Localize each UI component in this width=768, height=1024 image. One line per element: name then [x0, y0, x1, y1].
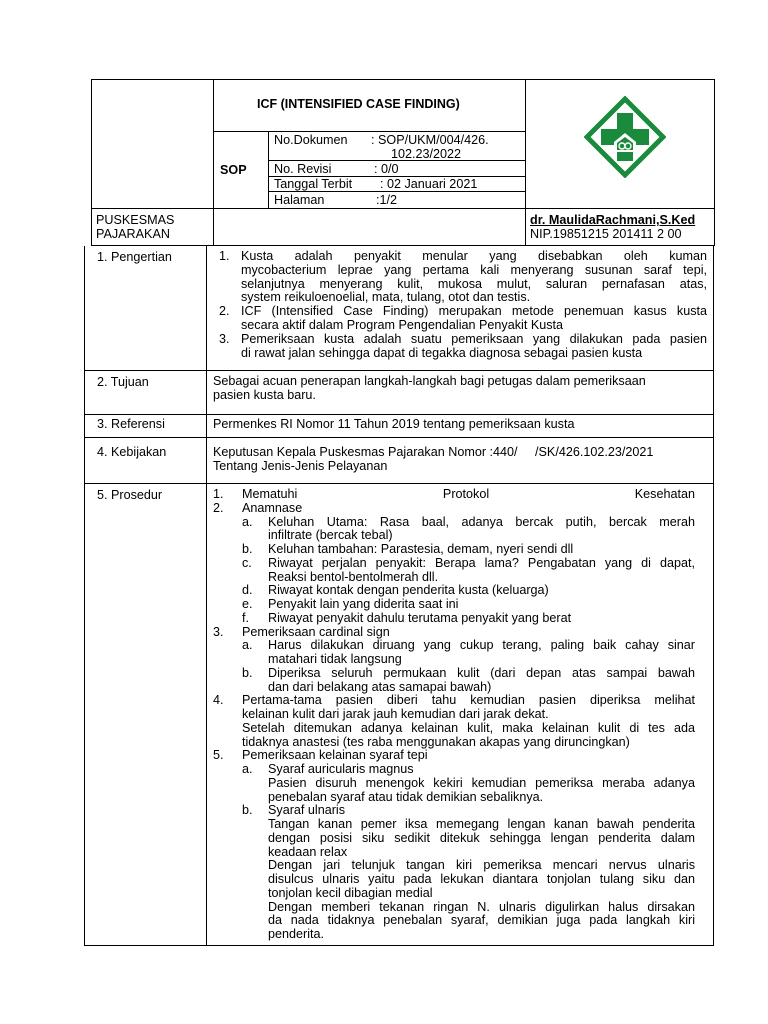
- prosedur-item-line: Penyakit lain yang diderita saat ini: [268, 597, 459, 611]
- prosedur-item-line: matahari tidak langsung: [268, 652, 402, 666]
- prosedur-item-marker: 2.: [213, 500, 224, 515]
- prosedur-item-line: Setelah ditemukan adanya kelainan kulit, maka kelainan kulit di tes ada: [242, 720, 695, 735]
- halaman-label: Halaman: [274, 193, 325, 207]
- prosedur-item-line: kelainan kulit dari jarak jauh kemudian dari jarak dekat.: [242, 707, 549, 721]
- no-revisi-value: : 0/0: [374, 162, 399, 176]
- pengertian-item-line: ICF (Intensified Case Finding) merupakan metode penemuan kasus kusta: [241, 304, 707, 319]
- row-divider: [84, 437, 713, 438]
- prosedur-item-line: Mematuhi Protokol Kesehatan: [242, 487, 695, 501]
- prosedur-item-line: Pemeriksaan cardinal sign: [242, 624, 390, 639]
- pengertian-item-line: mycobacterium leprae yang pertama kali menyerang susunan saraf tepi,: [241, 262, 707, 277]
- tujuan-line: pasien kusta baru.: [213, 387, 316, 402]
- prosedur-item-line: dengan posisi siku sedikit ditekuk sehingga lengan penderita dalam: [268, 830, 695, 845]
- prosedur-item-line: Riwayat kontak dengan penderita kusta (keluarga): [268, 583, 549, 598]
- prosedur-item-line: Dengan memberi tekanan ringan N. ulnaris digulirkan halus dirsakan: [268, 899, 695, 914]
- prosedur-item-marker: f.: [242, 610, 249, 625]
- pengertian-item-line: secara aktif dalam Program Pengendalian Penyakit Kusta: [241, 318, 564, 332]
- row-divider: [84, 414, 713, 415]
- prosedur-item-line: dan dari belakang atas samapai bawah): [268, 679, 492, 694]
- prosedur-item-marker: 5.: [213, 748, 224, 763]
- pengertian-item-number: 2.: [219, 304, 230, 319]
- pengertian-item-line: Kusta adalah penyakit menular yang disebabkan oleh kuman: [241, 249, 707, 263]
- prosedur-item-line: Keluhan tambahan: Parastesia, demam, nyeri sendi dll: [268, 542, 574, 556]
- pengertian-item-number: 3.: [219, 331, 230, 346]
- puskesmas-logo-icon: [584, 96, 666, 178]
- prosedur-item-marker: 1.: [213, 487, 224, 501]
- row-divider: [84, 483, 713, 484]
- prosedur-item-marker: a.: [242, 762, 253, 776]
- body-border-right: [713, 246, 714, 946]
- header-divider-right: [525, 79, 526, 246]
- no-revisi-label: No. Revisi: [274, 162, 332, 176]
- sop-label: SOP: [220, 163, 247, 177]
- meta-row-line: [268, 191, 525, 192]
- section-label-pengertian: 1. Pengertian: [97, 250, 172, 264]
- prosedur-item-marker: 4.: [213, 693, 224, 708]
- prosedur-item-line: Reaksi bentol-bentolmerah dll.: [268, 569, 439, 584]
- pengertian-item-line: Pemeriksaan kusta adalah suatu pemeriksaan yang dilakukan pada pasien: [241, 331, 707, 346]
- section-label-prosedur: 5. Prosedur: [97, 488, 163, 502]
- prosedur-item-line: Pertama-tama pasien diberi tahu kemudian pasien diperiksa melihat: [242, 693, 695, 708]
- kebijakan-line: Keputusan Kepala Puskesmas Pajarakan Nomor :440/ /SK/426.102.23/2021: [213, 445, 654, 459]
- pengertian-item-line: selanjutnya menyerang kulit, mukosa mulut, saluran pernafasan atas,: [241, 276, 707, 291]
- pengertian-item-line: di rawat jalan sehingga dapat di tegakka diagnosa sebagai pasien kusta: [241, 345, 643, 360]
- prosedur-item-marker: b.: [242, 803, 253, 818]
- prosedur-item-marker: a.: [242, 514, 253, 529]
- body-border-bottom: [84, 945, 713, 946]
- prosedur-item-marker: d.: [242, 583, 253, 598]
- no-dokumen-label: No.Dokumen: [274, 133, 348, 147]
- halaman-value: :1/2: [376, 193, 398, 207]
- document-title: ICF (INTENSIFIED CASE FINDING): [257, 97, 460, 111]
- prosedur-item-marker: a.: [242, 638, 253, 653]
- sop-divider: [268, 131, 269, 208]
- no-dokumen-value-cont: 102.23/2022: [391, 147, 462, 161]
- prosedur-item-marker: b.: [242, 665, 253, 680]
- header-divider-bottom: [91, 208, 715, 209]
- prosedur-item-line: keadaan relax: [268, 844, 348, 859]
- prosedur-item-marker: e.: [242, 597, 253, 611]
- pengertian-item-line: system reikuloenoelial, mata, tulang, otot dan testis.: [241, 290, 531, 305]
- referensi-text: Permenkes RI Nomor 11 Tahun 2019 tentang pemeriksaan kusta: [213, 417, 575, 431]
- header-divider-left: [213, 79, 214, 246]
- prosedur-item-marker: 3.: [213, 624, 224, 639]
- body-column-divider: [206, 246, 207, 946]
- section-label-tujuan: 2. Tujuan: [97, 375, 149, 389]
- prosedur-item-line: Keluhan Utama: Rasa baal, adanya bercak putih, bercak merah: [268, 514, 695, 529]
- no-dokumen-value: : SOP/UKM/004/426.: [371, 133, 489, 147]
- tujuan-line: Sebagai acuan penerapan langkah-langkah bagi petugas dalam pemeriksaan: [213, 374, 646, 388]
- prosedur-item-marker: b.: [242, 542, 253, 556]
- prosedur-item-line: da nada tidaknya penebalan syaraf, demikian juga pada langkah kiri: [268, 913, 695, 928]
- prosedur-item-line: Diperiksa seluruh permukaan kulit (dari depan atas sampai bawah: [268, 665, 695, 680]
- organization-name: PUSKESMAS: [96, 213, 175, 227]
- prosedur-item-line: penderita.: [268, 927, 325, 941]
- prosedur-item-line: Dengan jari telunjuk tangan kiri pemeriksa mencari nervus ulnaris: [268, 858, 695, 873]
- prosedur-item-line: Harus dilakukan diruang yang cukup terang, paling baik cahay sinar: [268, 638, 695, 653]
- body-border-left: [84, 246, 85, 946]
- prosedur-item-line: Anamnase: [242, 500, 303, 515]
- signer-nip: NIP.19851215 201411 2 00: [530, 227, 682, 241]
- signer-name: dr. MaulidaRachmani,S.Ked: [530, 213, 696, 227]
- header-divider-title: [213, 131, 525, 132]
- tanggal-terbit-label: Tanggal Terbit: [274, 177, 353, 191]
- organization-location: PAJARAKAN: [96, 227, 170, 241]
- section-label-kebijakan: 4. Kebijakan: [97, 445, 167, 459]
- tanggal-terbit-value: : 02 Januari 2021: [380, 177, 478, 191]
- kebijakan-line: Tentang Jenis-Jenis Pelayanan: [213, 459, 388, 473]
- prosedur-item-line: Pasien disuruh menengok kekiri kemudian pemeriksa meraba adanya: [268, 775, 695, 790]
- prosedur-item-line: Riwayat penyakit dahulu terutama penyakit yang berat: [268, 610, 572, 625]
- prosedur-item-line: Syaraf auricularis magnus: [268, 762, 414, 776]
- tujuan-text: [213, 375, 707, 403]
- prosedur-item-line: Riwayat perjalan penyakit: Berapa lama? Pengabatan yang di dapat,: [268, 555, 695, 570]
- row-divider: [84, 370, 713, 371]
- prosedur-item-line: penebalan syaraf atau tidak demikian sebaliknya.: [268, 789, 544, 804]
- pengertian-item-number: 1.: [219, 249, 230, 263]
- prosedur-item-line: Tangan kanan pemer iksa memegang lengan kanan bawah penderita: [268, 817, 695, 831]
- prosedur-item-line: Pemeriksaan kelainan syaraf tepi: [242, 748, 428, 763]
- section-label-referensi: 3. Referensi: [97, 417, 165, 431]
- prosedur-item-line: infiltrate (bercak tebal): [268, 528, 393, 543]
- prosedur-item-line: tonjolan kecil dibagian medial: [268, 885, 433, 900]
- prosedur-item-marker: c.: [242, 555, 252, 570]
- prosedur-item-line: Syaraf ulnaris: [268, 803, 345, 818]
- prosedur-item-line: disulcus ulnaris yaitu pada lekukan diantara tonjolan tulang siku dan: [268, 872, 695, 886]
- prosedur-item-line: tidaknya anastesi (tes raba menggunakan akapas yang diruncingkan): [242, 734, 630, 749]
